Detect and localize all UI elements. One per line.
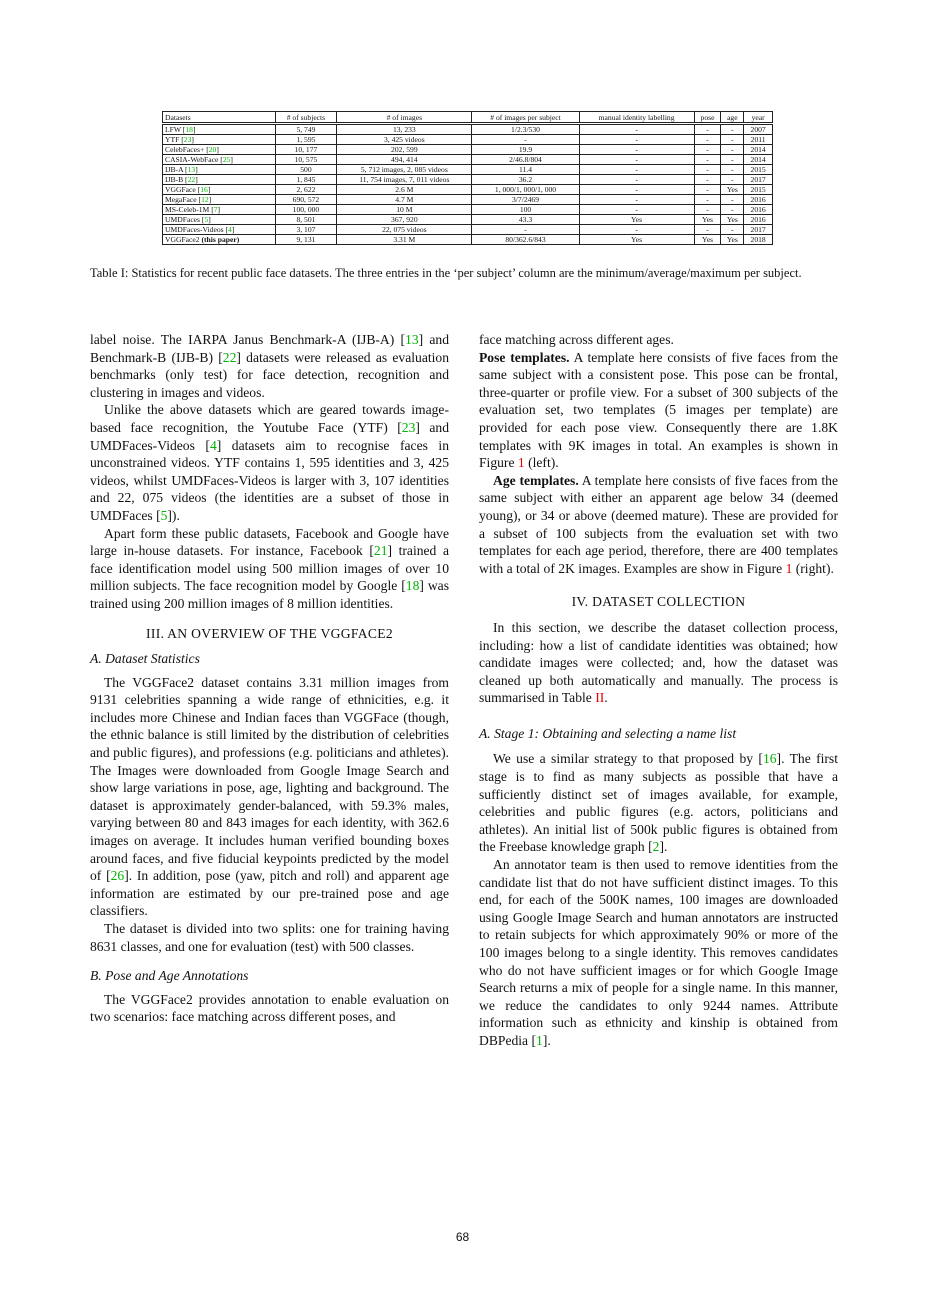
table-cell-subjects: 3, 107 [275, 225, 337, 235]
table-cell-year: 2016 [744, 215, 773, 225]
header-cell: year [744, 112, 773, 124]
table-cell-pose: - [694, 175, 721, 185]
table-cell-year: 2017 [744, 225, 773, 235]
table-row [163, 124, 773, 135]
table-row [163, 205, 773, 215]
paragraph: Unlike the above datasets which are geared towards image-based face recognition, the Youtube Face (YTF) [23] and UMDFaces-Videos [4] datasets aim to recognise faces in unconstrained videos. YTF contains 1, 595 identities and 3, 425 videos, whilst UMDFaces-Videos is larger with 3, 107 identities and 22, 075 videos (the identities are a subset of those in UMDFaces [5]). [90, 402, 449, 523]
table-cell-manual: - [579, 135, 694, 145]
table-cell-manual: Yes [579, 235, 694, 245]
table-cell-pose: - [694, 155, 721, 165]
table-cell-subjects: 1, 845 [275, 175, 337, 185]
citation-link[interactable]: 23 [401, 419, 416, 435]
citation-link[interactable]: 12 [201, 195, 209, 204]
header-cell: # of subjects [275, 112, 337, 124]
table-cell-images: 367, 920 [337, 215, 472, 225]
paragraph: The VGGFace2 provides annotation to enable evaluation on two scenarios: face matching across different poses, and [90, 991, 449, 1025]
table-cell-year: 2011 [744, 135, 773, 145]
dataset-name-cell: CelebFaces+ [20] [163, 145, 276, 155]
dataset-name-cell: MS-Celeb-1M [7] [163, 205, 276, 215]
this-paper-label: (this paper) [201, 235, 240, 244]
table-cell-subjects: 8, 501 [275, 215, 337, 225]
table-row [163, 135, 773, 145]
run-in-heading: Pose templates. [479, 349, 570, 365]
table-cell-per-subject: 2/46.8/804 [472, 155, 579, 165]
header-cell: # of images [337, 112, 472, 124]
citation-link[interactable]: 13 [405, 332, 419, 347]
paragraph: An annotator team is then used to remove identities from the candidate list that do not have sufficient distinct images. To this end, for each of the 500K names, 100 images are downloaded using Google Image Search and human annotators are instructed to retain subjects for which approximately 90% or more of the 100 images belong to a single identity. This removes candidates who do not have sufficient images or for which Google Image Search returns a mix of people for a single name. In this manner, we reduce the candidates to only 9244 names. Attribute information such as ethnicity and kinship is obtained from DBPedia [1]. [479, 857, 838, 1048]
citation-link[interactable]: 16 [762, 751, 777, 767]
table-cell-pose: - [694, 145, 721, 155]
table-cell-year: 2017 [744, 175, 773, 185]
table-cell-subjects: 2, 622 [275, 185, 337, 195]
table-cell-year: 2016 [744, 205, 773, 215]
table-row [163, 195, 773, 205]
citation-link[interactable]: 7 [213, 205, 218, 214]
citation-link[interactable]: 20 [208, 145, 217, 154]
header-cell: # of images per subject [472, 112, 579, 124]
table-cell-manual: - [579, 225, 694, 235]
table-cell-year: 2014 [744, 155, 773, 165]
dataset-name-cell: LFW [18] [163, 124, 276, 135]
paragraph: We use a similar strategy to that proposed by [16]. The first stage is to find as many subjects as possible that have a sufficiently distinct set of images available, for example, celebrities and public figures (e.g. actors, politicians and athletes). An initial list of 500k public figures is obtained from the Freebase knowledge graph [2]. [479, 751, 838, 855]
header-cell: pose [694, 112, 721, 124]
table-cell-subjects: 10, 575 [275, 155, 337, 165]
table-cell-age: - [721, 124, 744, 135]
table-cell-images: 3, 425 videos [337, 135, 472, 145]
paragraph: The dataset is divided into two splits: one for training having 8631 classes, and one for evaluation (test) with 500 classes. [90, 921, 449, 954]
subsection-heading: A. Stage 1: Obtaining and selecting a name list [479, 725, 737, 741]
table-cell-images: 4.7 M [337, 195, 472, 205]
header-cell: age [721, 112, 744, 124]
table-cell-subjects: 100, 000 [275, 205, 337, 215]
table-cell-year: 2007 [744, 124, 773, 135]
table-row [163, 215, 773, 225]
citation-link[interactable]: 25 [222, 155, 231, 164]
subsection-heading: A. Dataset Statistics [90, 651, 200, 667]
table-cell-age: Yes [721, 215, 744, 225]
citation-link[interactable]: 18 [185, 125, 193, 134]
left-column [90, 331, 449, 1026]
table-cell-per-subject: 19.9 [472, 145, 579, 155]
table-row [163, 175, 773, 185]
table-cell-manual: - [579, 205, 694, 215]
table-cell-age: - [721, 165, 744, 175]
table-cell-per-subject: 1/2.3/530 [472, 124, 579, 135]
dataset-name-cell: CASIA-WebFace [25] [163, 155, 276, 165]
table-cell-images: 5, 712 images, 2, 085 videos [337, 165, 472, 175]
figure-link[interactable]: 1 [785, 560, 793, 576]
table-header-row [163, 112, 773, 124]
table-cell-images: 11, 754 images, 7, 011 videos [337, 175, 472, 185]
table-cell-images: 202, 599 [337, 145, 472, 155]
table-cell-pose: - [694, 195, 721, 205]
table-cell-age: - [721, 155, 744, 165]
table-cell-subjects: 10, 177 [275, 145, 337, 155]
table-cell-per-subject: 11.4 [472, 165, 579, 175]
header-cell: Datasets [163, 112, 276, 124]
table-cell-per-subject: - [472, 225, 579, 235]
paragraph: The VGGFace2 dataset contains 3.31 million images from 9131 celebrities spanning a wide range of ethnicities, e.g. it includes more Chinese and Indian faces than VGGFace (though, the ethnic balance is still limited by the distribution of celebrities and public figures), and professions (e.g. politicians and athletes). The Images were downloaded from Google Image Search and show large variations in pose, age, lighting and background. The dataset is approximately gender-balanced, with 59.3% males, varying between 80 and 843 images for each identity, with 362.6 images on average. It includes human verified bounding boxes around faces, and five fiducial keypoints predicted by the model of [26]. In addition, pose (yaw, pitch and roll) and apparent age information are estimated by our pre-trained pose and age classifiers. [90, 674, 450, 919]
paragraph: Age templates. A template here consists of five faces from the same subject with either an apparent age below 34 (deemed young), or 34 or above (deemed mature). These are provided for a subset of 100 subjects from the evaluation set with two templates for each age period, therefore, there are 400 templates with a total of 2K images. Examples are show in Figure 1 (right). [479, 472, 838, 576]
table-cell-year: 2016 [744, 195, 773, 205]
figure-link[interactable]: 1 [517, 455, 525, 471]
table-cell-manual: - [579, 195, 694, 205]
table-cell-age: - [721, 145, 744, 155]
table-cell-images: 3.31 M [337, 235, 472, 245]
table-cell-age: - [721, 195, 744, 205]
paragraph: Apart form these public datasets, Facebook and Google have large in-house datasets. For instance, Facebook [21] trained a face identification model using 500 million images of over 10 million subjects. The face recognition model by Google [18] was trained using 200 million images of 8 million identities. [90, 525, 449, 611]
citation-link[interactable]: 4 [209, 437, 217, 453]
table-cell-per-subject: 36.2 [472, 175, 579, 185]
table-cell-images: 494, 414 [337, 155, 472, 165]
table-cell-images: 22, 075 videos [337, 225, 472, 235]
table-cell-images: 13, 233 [337, 124, 472, 135]
dataset-statistics-table [162, 111, 773, 245]
table-cell-subjects: 500 [275, 165, 337, 175]
table-cell-age: - [721, 175, 744, 185]
citation-link[interactable]: 5 [204, 215, 209, 224]
table-cell-subjects: 5, 749 [275, 124, 337, 135]
table-cell-per-subject: 43.3 [472, 215, 579, 225]
table-cell-manual: - [579, 185, 694, 195]
paragraph: face matching across different ages. [479, 332, 674, 347]
table-row [163, 145, 773, 155]
table-link[interactable]: II [595, 690, 605, 706]
page-number: 68 [455, 1230, 470, 1244]
table-cell-year: 2014 [744, 145, 773, 155]
table-cell-subjects: 1, 595 [275, 135, 337, 145]
section-heading: IV. DATASET COLLECTION [571, 594, 746, 610]
table-cell-manual: - [579, 124, 694, 135]
dataset-name-cell: UMDFaces-Videos [4] [163, 225, 276, 235]
dataset-name-cell: IJB-B [22] [163, 175, 276, 185]
dataset-name-cell: IJB-A [13] [163, 165, 276, 175]
table-cell-year: 2015 [744, 185, 773, 195]
header-cell: manual identity labelling [579, 112, 694, 124]
dataset-name-cell: UMDFaces [5] [163, 215, 276, 225]
paragraph: In this section, we describe the dataset collection process, including: how a list of candidate identities was obtained; how candidate images were collected; and, how the dataset was cleaned up both automatically and manually. The process is summarised in Table II. [479, 619, 838, 706]
citation-link[interactable]: 23 [183, 135, 192, 144]
subsection-heading: B. Pose and Age Annotations [90, 968, 249, 984]
table-cell-subjects: 9, 131 [275, 235, 337, 245]
run-in-heading: Age templates. [493, 472, 579, 488]
table-cell-manual: - [579, 175, 694, 185]
citation-link[interactable]: 1 [536, 1032, 543, 1048]
table-row [163, 225, 773, 235]
citation-link[interactable]: 21 [373, 543, 388, 559]
table-cell-per-subject: 80/362.6/843 [472, 235, 579, 245]
table-cell-manual: - [579, 165, 694, 175]
table-cell-per-subject: 1, 000/1, 000/1, 000 [472, 185, 579, 195]
citation-link[interactable]: 26 [110, 868, 125, 884]
dataset-name-cell: YTF [23] [163, 135, 276, 145]
table-row [163, 155, 773, 165]
table-body [163, 124, 773, 245]
table-cell-images: 10 M [337, 205, 472, 215]
citation-link[interactable]: 2 [652, 839, 660, 855]
paragraph: Pose templates. A template here consists of five faces from the same subject with a consistent pose. This pose can be frontal, three-quarter or profile view. For a subset of 300 subjects of the evaluation set, two templates (5 images per template) are provided for each pose view. Consequently there are 1.8K templates with 9K images in total. An examples is shown in Figure 1 (left). [479, 349, 838, 471]
table-cell-pose: - [694, 165, 721, 175]
citation-link[interactable]: 4 [228, 225, 232, 234]
table-row [163, 235, 773, 245]
table-cell-images: 2.6 M [337, 185, 472, 195]
table-cell-age: - [721, 225, 744, 235]
citation-link[interactable]: 13 [187, 165, 196, 174]
citation-link[interactable]: 18 [405, 578, 420, 594]
table-cell-pose: - [694, 124, 721, 135]
table-cell-year: 2018 [744, 235, 773, 245]
table-cell-per-subject: 3/7/2469 [472, 195, 579, 205]
citation-link[interactable]: 22 [222, 349, 237, 365]
citation-link[interactable]: 5 [160, 507, 168, 523]
table-cell-per-subject: - [472, 135, 579, 145]
citation-link[interactable]: 22 [187, 175, 196, 184]
table-caption: Table I: Statistics for recent public face datasets. The three entries in the ‘per subject’ column are the minimum/average/maximum per subject. [90, 266, 802, 280]
table-cell-age: Yes [721, 185, 744, 195]
citation-link[interactable]: 16 [200, 185, 208, 194]
dataset-name-cell: VGGFace2 (this paper) [163, 235, 276, 245]
table-cell-pose: Yes [694, 235, 721, 245]
dataset-name-cell: MegaFace [12] [163, 195, 276, 205]
table-cell-pose: - [694, 135, 721, 145]
table-cell-age: - [721, 135, 744, 145]
table-cell-manual: - [579, 155, 694, 165]
right-column [479, 331, 838, 1050]
table-cell-pose: - [694, 205, 721, 215]
paragraph: label noise. The IARPA Janus Benchmark-A (IJB-A) [13] and Benchmark-B (IJB-B) [22] datasets were released as evaluation benchmarks (only test) for face detection, recognition and clustering in images and videos. [90, 332, 450, 400]
dataset-name-cell: VGGFace [16] [163, 185, 276, 195]
table-cell-per-subject: 100 [472, 205, 579, 215]
table-cell-year: 2015 [744, 165, 773, 175]
table-cell-pose: - [694, 185, 721, 195]
table-cell-pose: Yes [694, 215, 721, 225]
table-cell-age: - [721, 205, 744, 215]
table-cell-age: Yes [721, 235, 744, 245]
table-cell-subjects: 690, 572 [275, 195, 337, 205]
table-row [163, 185, 773, 195]
section-heading: III. AN OVERVIEW OF THE VGGFACE2 [146, 625, 393, 641]
table-row [163, 165, 773, 175]
table-cell-manual: - [579, 145, 694, 155]
table-cell-manual: Yes [579, 215, 694, 225]
table-cell-pose: - [694, 225, 721, 235]
